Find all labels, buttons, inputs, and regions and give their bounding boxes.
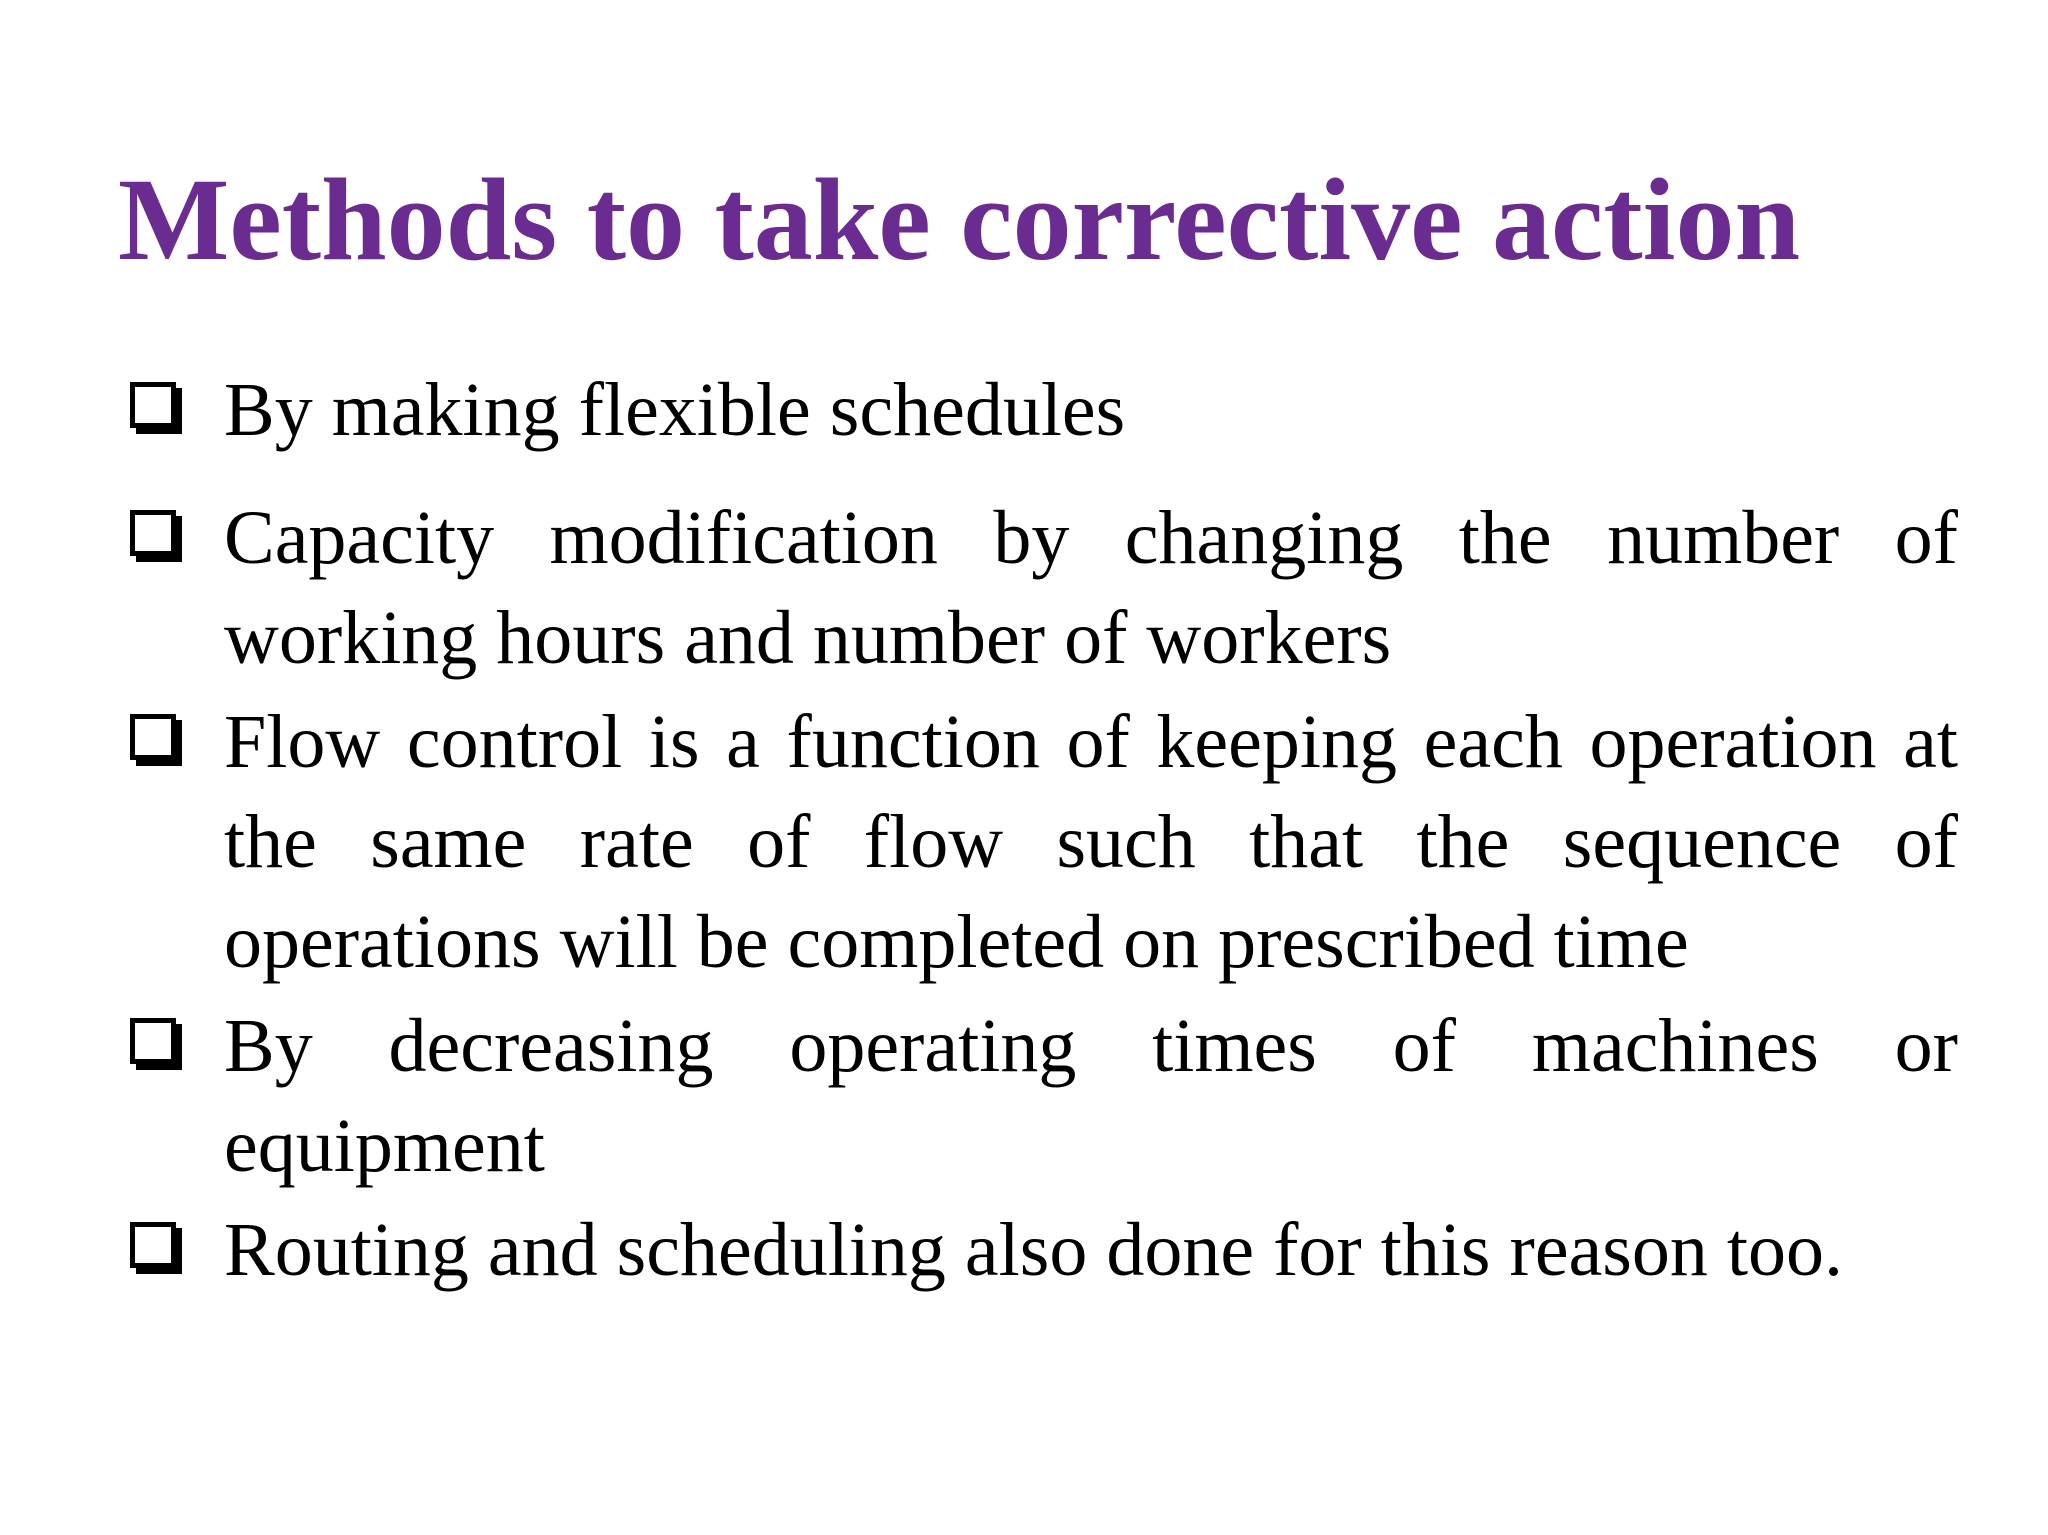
list-item <box>128 996 1958 1196</box>
bullet-line: Capacity modification by changing the number of <box>224 496 1958 580</box>
bullet-line: By making flexible schedules <box>224 368 1126 452</box>
bullet-line: Flow control is a function of keeping each operation at <box>224 700 1958 784</box>
bullet-line: working hours and number of workers <box>224 596 1392 680</box>
bullet-line: the same rate of flow such that the sequence of <box>224 800 1958 884</box>
slide-title: Methods to take corrective action <box>118 154 1801 285</box>
bullet-line: By decreasing operating times of machines or <box>224 1004 1958 1088</box>
checkbox-icon <box>130 714 176 760</box>
checkbox-icon <box>130 510 176 556</box>
bullet-line: Routing and scheduling also done for this reason too. <box>224 1208 1843 1292</box>
list-item <box>128 488 1958 688</box>
checkbox-icon <box>130 1222 176 1268</box>
bullet-line: operations will be completed on prescribed time <box>224 900 1689 984</box>
list-item <box>128 692 1958 992</box>
list-item <box>128 360 1958 460</box>
bullet-line: equipment <box>224 1104 545 1188</box>
checkbox-icon <box>130 1018 176 1064</box>
checkbox-icon <box>130 382 176 428</box>
bullet-list <box>128 360 1958 1300</box>
list-item <box>128 1200 1958 1300</box>
